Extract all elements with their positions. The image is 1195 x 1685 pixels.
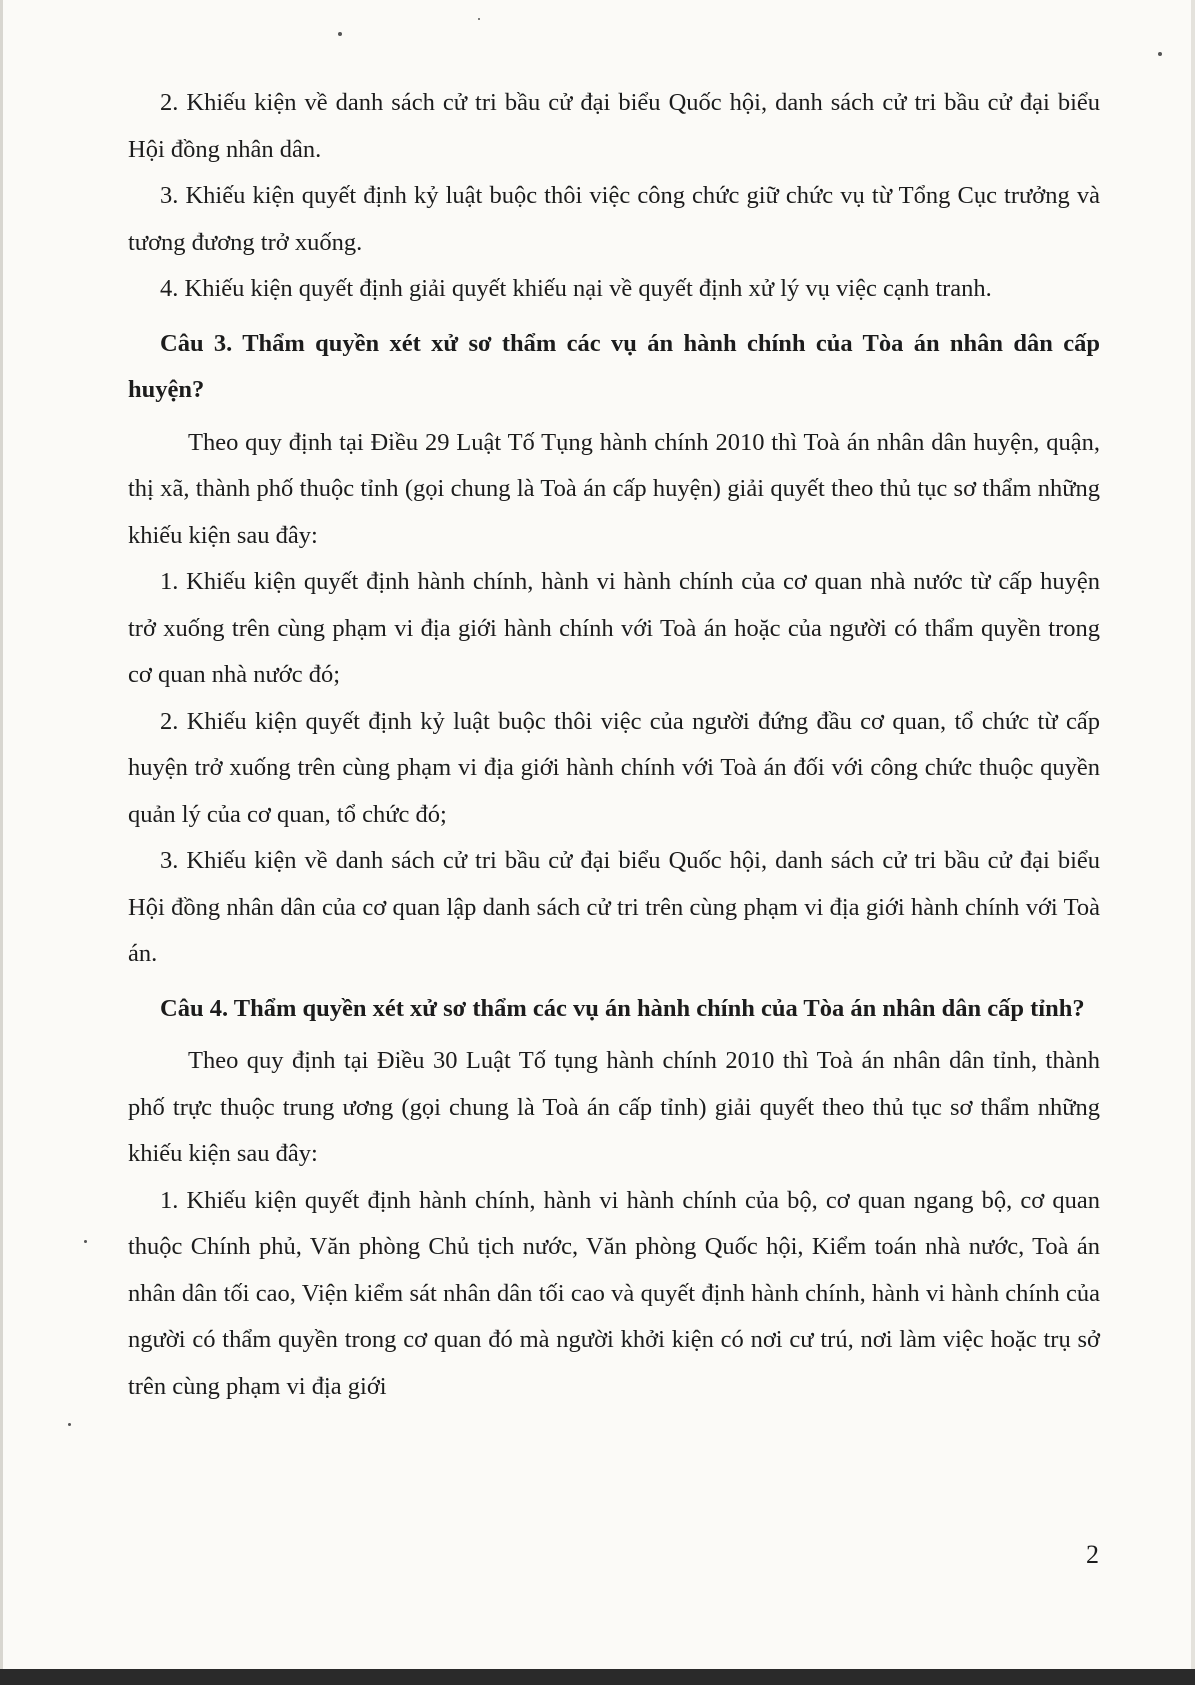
paragraph-item-4: 4. Khiếu kiện quyết định giải quyết khiếu nại về quyết định xử lý vụ việc cạnh tranh. bbox=[160, 275, 992, 302]
document-body bbox=[128, 80, 1100, 1410]
paragraph-intro-dieu-30: Theo quy định tại Điều 30 Luật Tố tụng hành chính 2010 thì Toà án nhân dân tỉnh, thành phố trực thuộc trung ương (gọi chung là Toà án cấp tỉnh) giải quyết theo thủ tục sơ thẩm những khiếu kiện sau đây: bbox=[128, 1047, 1100, 1167]
scan-speck bbox=[68, 1423, 71, 1426]
scan-speck bbox=[84, 1240, 87, 1243]
paragraph-item-3: 3. Khiếu kiện quyết định kỷ luật buộc thôi việc công chức giữ chức vụ từ Tổng Cục trưởng và tương đương trở xuống. bbox=[128, 182, 1100, 256]
scan-speck bbox=[478, 18, 480, 20]
paragraph-item-1: 1. Khiếu kiện quyết định hành chính, hành vi hành chính của cơ quan nhà nước từ cấp huyện trở xuống trên cùng phạm vi địa giới hành chính với Toà án hoặc của người có thẩm quyền trong cơ quan nhà nước đó; bbox=[128, 568, 1100, 688]
paragraph-item-2: 2. Khiếu kiện quyết định kỷ luật buộc thôi việc của người đứng đầu cơ quan, tổ chức từ cấp huyện trở xuống trên cùng phạm vi địa giới hành chính với Toà án đối với công chức thuộc quyền quản lý của cơ quan, tổ chức đó; bbox=[128, 707, 1100, 828]
paragraph-item-1: 1. Khiếu kiện quyết định hành chính, hành vi hành chính của bộ, cơ quan ngang bộ, cơ quan thuộc Chính phủ, Văn phòng Chủ tịch nước, Văn phòng Quốc hội, Kiểm toán nhà nước, Toà án nhân dân tối cao, Viện kiểm sát nhân dân tối cao và quyết định hành chính, hành vi hành chính của người có thẩm quyền trong cơ quan đó mà người khởi kiện có nơi cư trú, nơi làm việc hoặc trụ sở trên cùng phạm vi địa giới bbox=[128, 1186, 1100, 1400]
page-right-edge bbox=[1191, 0, 1195, 1669]
page-number: 2 bbox=[1086, 1540, 1099, 1569]
scan-speck bbox=[338, 32, 342, 36]
paragraph-item-2: 2. Khiếu kiện về danh sách cử tri bầu cử đại biểu Quốc hội, danh sách cử tri bầu cử đại biểu Hội đồng nhân dân. bbox=[128, 89, 1100, 163]
section-heading-cau-4: Câu 4. Thẩm quyền xét xử sơ thẩm các vụ án hành chính của Tòa án nhân dân cấp tỉnh? bbox=[160, 994, 1085, 1022]
section-heading-cau-3: Câu 3. Thẩm quyền xét xử sơ thẩm các vụ án hành chính của Tòa án nhân dân cấp huyện? bbox=[128, 329, 1100, 403]
scan-bottom-border bbox=[0, 1669, 1195, 1685]
paragraph-item-3: 3. Khiếu kiện về danh sách cử tri bầu cử đại biểu Quốc hội, danh sách cử tri bầu cử đại biểu Hội đồng nhân dân của cơ quan lập danh sách cử tri trên cùng phạm vi địa giới hành chính với Toà án. bbox=[128, 847, 1100, 967]
paragraph-intro-dieu-29: Theo quy định tại Điều 29 Luật Tố Tụng hành chính 2010 thì Toà án nhân dân huyện, quận, thị xã, thành phố thuộc tỉnh (gọi chung là Toà án cấp huyện) giải quyết theo thủ tục sơ thẩm những khiếu kiện sau đây: bbox=[128, 428, 1100, 549]
scan-speck bbox=[1158, 52, 1162, 56]
page-left-edge bbox=[0, 0, 3, 1669]
